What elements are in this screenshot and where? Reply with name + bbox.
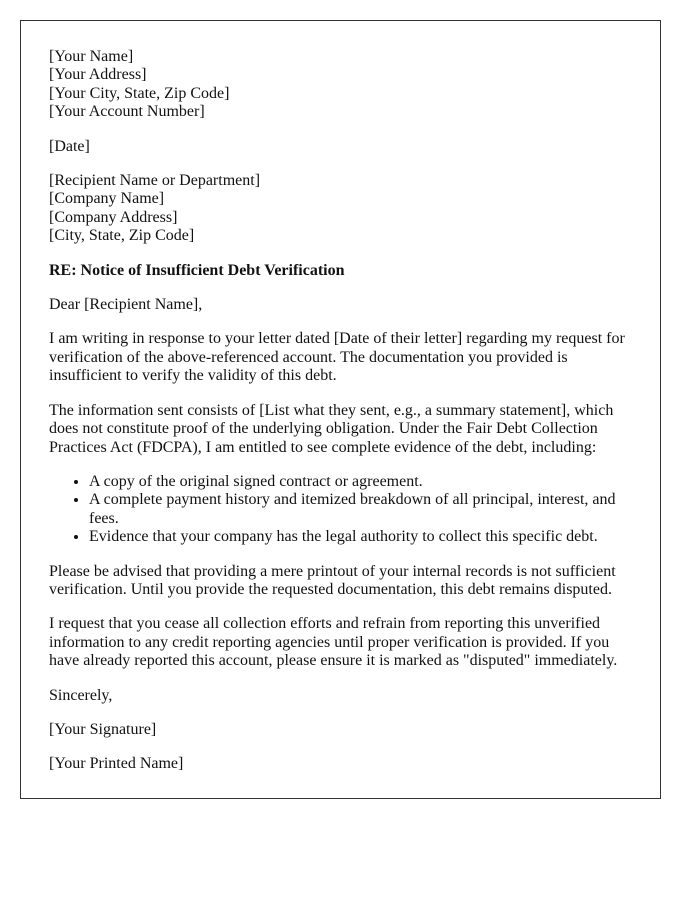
signature-placeholder: [Your Signature] (49, 720, 157, 738)
body-paragraph: I request that you cease all collection efforts and refrain from reporting this unverified information to any credit reporting agencies until proper verification is provided. If you have already reported this account, please ensure it is marked as "disputed" immediately. (49, 615, 618, 670)
list-item: • A copy of the original signed contract or agreement. (89, 473, 632, 491)
printed-name-placeholder: [Your Printed Name] (49, 755, 184, 773)
recipient-company-address: [Company Address] (49, 208, 178, 226)
sender-address: [Your Address] (49, 66, 147, 84)
subject-line: RE: Notice of Insufficient Debt Verification (49, 261, 345, 279)
list-item: • A complete payment history and itemized breakdown of all principal, interest, and fees. (89, 491, 632, 528)
body-paragraph: Please be advised that providing a mere printout of your internal records is not sufficient verification. Until you provide the requested documentation, this debt remains disputed. (49, 562, 616, 598)
recipient-company-name: [Company Name] (49, 190, 165, 208)
list-item: • Evidence that your company has the legal authority to collect this specific debt. (89, 528, 632, 546)
sender-name: [Your Name] (49, 48, 134, 65)
body-paragraph: The information sent consists of [List what they sent, e.g., a summary statement], which does not constitute proof of the underlying obligation. Under the Fair Debt Collection Practices Act (FDCPA), I am entitled to see complete evidence of the debt, including: (49, 401, 614, 456)
letter-date: [Date] (49, 137, 90, 155)
recipient-address-block (49, 172, 632, 246)
sender-address-block (49, 48, 632, 122)
salutation: Dear [Recipient Name], (49, 296, 203, 314)
body-paragraph: I am writing in response to your letter dated [Date of their letter] regarding my request for verification of the above-referenced account. The documentation you provided is insufficient to verify the validity of this debt. (49, 330, 625, 385)
required-evidence-list (49, 473, 632, 547)
sender-account-number: [Your Account Number] (49, 103, 205, 121)
closing: Sincerely, (49, 686, 113, 704)
sender-city-state-zip: [Your City, State, Zip Code] (49, 84, 230, 102)
recipient-name-or-department: [Recipient Name or Department] (49, 172, 261, 190)
letter-document (20, 20, 661, 799)
recipient-city-state-zip: [City, State, Zip Code] (49, 227, 195, 245)
